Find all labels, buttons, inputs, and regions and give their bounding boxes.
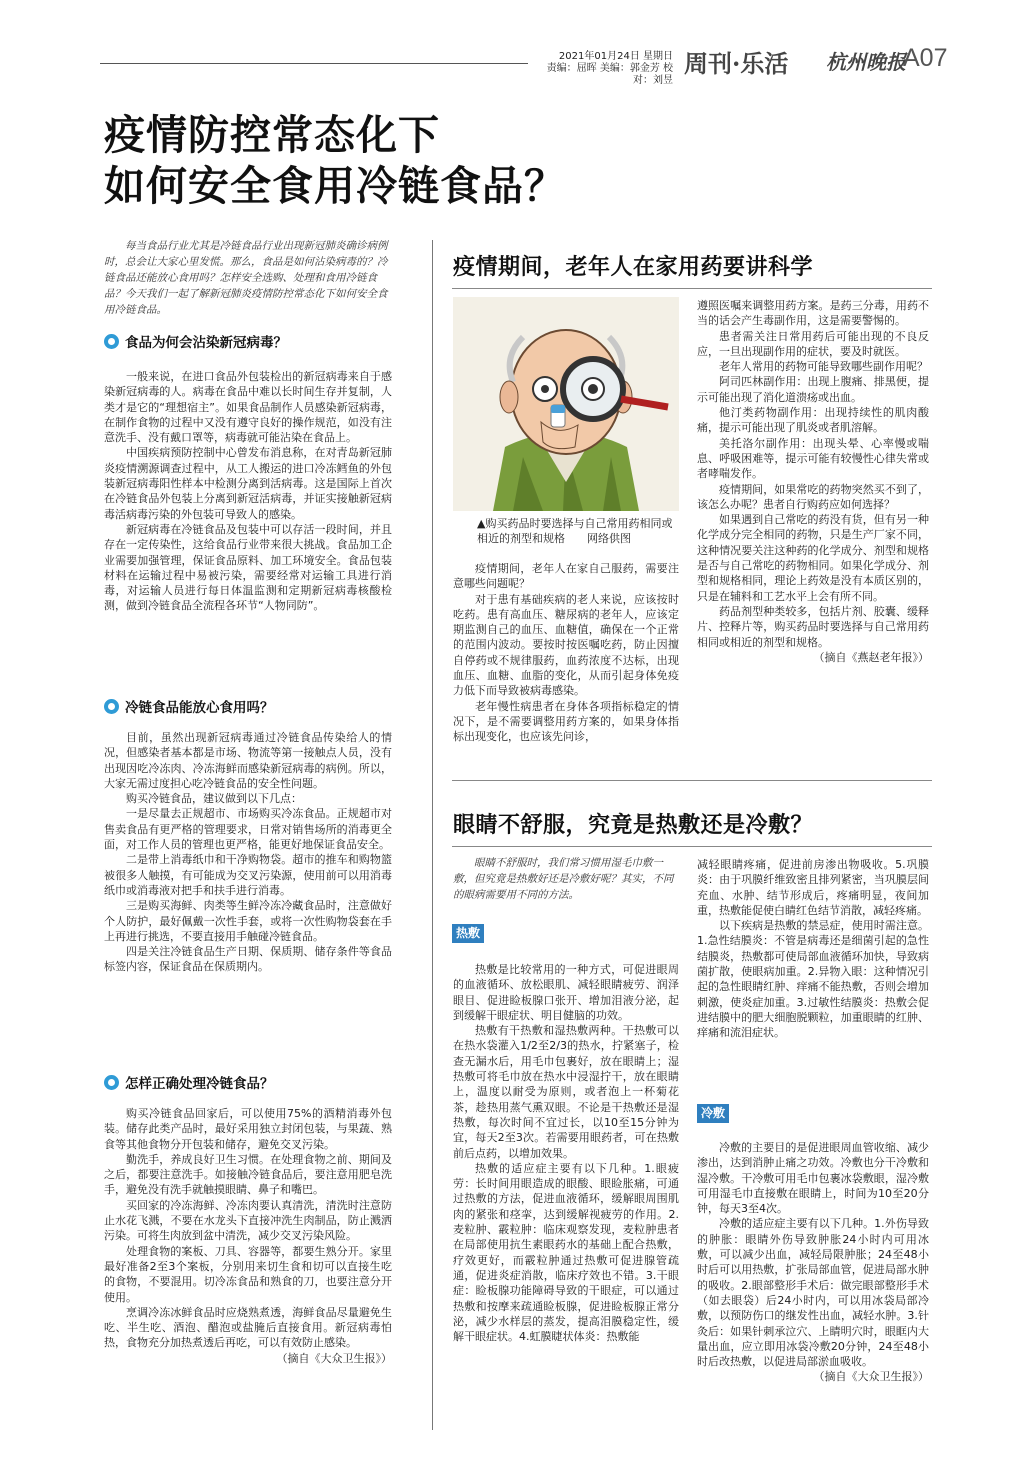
- article-2-col-2: [697, 298, 929, 665]
- section-1-heading-text: 食品为何会沾染新冠病毒？: [125, 335, 287, 351]
- section-1-heading: [104, 331, 392, 351]
- illustration-svg: [453, 297, 679, 511]
- article-2-col-1: [453, 561, 679, 745]
- paragraph: 四是关注冷链食品生产日期、保质期、储存条件等食品标签内容，保证食品在保质期内。: [104, 945, 392, 974]
- paragraph: 烹调冷冻冰鲜食品时应烧熟煮透，海鲜食品尽量避免生吃、半生吃、酒泡、醋泡或盐腌后直接食用。新冠病毒怕热，食物充分加热煮透后再吃，可以有效防止感染。: [104, 1305, 392, 1350]
- paragraph: 他汀类药物副作用：出现持续性的肌肉酸痛，提示可能出现了肌炎或者肌溶解。: [697, 406, 929, 435]
- illustration-caption: ▲购买药品时要选择与自己常用药相同或相近的剂型和规格 网络供图: [477, 517, 673, 545]
- paragraph: 新冠病毒在冷链食品及包装中可以存活一段时间，并且存在一定传染性，这给食品行业带来很大挑战。食品加工企业需要加强管理，保证食品原料、加工环境安全。食品包装材料在运输过程中易被污染，需要经常对运输工具进行消毒，对运输人员进行每日体温监测和定期新冠病毒核酸检测，做到冷链食品全流程各环节“人物同防”。: [104, 522, 392, 613]
- paragraph: 一是尽量去正规超市、市场购买冷冻食品。正规超市对售卖食品有更严格的管理要求，日常对销售场所的消毒更全面，对工作人员的管理也更严格，能更好地保证食品安全。: [104, 807, 392, 852]
- article-3-lead: [453, 855, 679, 903]
- paragraph: 疫情期间，老年人在家自己服药，需要注意哪些问题呢？: [453, 562, 679, 591]
- header-staff: 责编：屈晖 美编：郭金芳 校对：刘昱: [546, 63, 673, 86]
- article-2-title: 疫情期间，老年人在家用药要讲科学: [453, 254, 814, 280]
- circle-bullet-icon: [104, 699, 119, 714]
- paragraph: 目前，虽然出现新冠病毒通过冷链食品传染给人的情况，但感染者基本都是市场、物流等第一接触点人员，没有出现因吃冷冻肉、冷冻海鲜而感染新冠病毒的病例。所以，大家无需过度担心吃冷链食品的安全性问题。: [104, 731, 392, 790]
- source-note: （摘自《燕赵老年报》）: [813, 650, 929, 664]
- paragraph: 购买冷链食品回家后，可以使用75%的酒精消毒外包装。储存此类产品时，最好采用独立封闭包装，与果蔬、熟食等其他食物分开包装和储存，避免交叉污染。: [104, 1107, 392, 1151]
- column-divider: [432, 240, 433, 1430]
- section-2: [104, 696, 392, 975]
- circle-bullet-icon: [104, 334, 119, 349]
- article-3-rule: [452, 846, 932, 847]
- paragraph: 中国疾病预防控制中心曾发布消息称，在对青岛新冠肺炎疫情溯源调查过程中，从工人搬运的进口冷冻鳕鱼的外包装新冠病毒阳性样本中检测分离到活病毒。这是国际上首次在冷链食品外包装上分离到新冠活病毒，并证实接触新冠病毒活病毒污染的外包装可导致人的感染。: [104, 446, 392, 521]
- headline-line-1: 疫情防控常态化下: [104, 111, 440, 159]
- header-date: 2021年01月24日 星期日: [558, 51, 673, 62]
- source-note: （摘自《大众卫生报》）: [813, 1370, 929, 1384]
- section-1-body: [104, 369, 392, 614]
- section-2-heading-text: 冷链食品能放心食用吗？: [125, 700, 274, 716]
- article-3-col-1: [453, 962, 679, 1344]
- article-3-col-2-cold: [697, 1140, 929, 1385]
- headline-line-2: 如何安全食用冷链食品？: [104, 162, 566, 210]
- paragraph: 冷敷的主要目的是促进眼周血管收缩、减少渗出，达到消肿止痛之功效。冷敷也分干冷敷和湿冷敷。干冷敷可用毛巾包裹冰袋敷眼，湿冷敷可用湿毛巾直接敷在眼睛上，时间为10至20分钟，每天3至4次。: [697, 1141, 929, 1216]
- section-2-heading: [104, 696, 392, 716]
- paragraph: 热敷有干热敷和湿热敷两种。干热敷可以在热水袋灌入1/2至2/3的热水，拧紧塞子，检查无漏水后，用毛巾包裹好，放在眼睛上；湿热敷可将毛巾放在热水中浸湿拧干，放在眼睛上，温度以耐受为原则，或者泡上一杯菊花茶，趁热用蒸气熏双眼。不论是干热敷还是湿热敷，每次时间不宜过长，以10至15分钟为宜，每天2至3次。若需要用眼药者，可在热敷前后点药，以增加效果。: [453, 1024, 679, 1160]
- paragraph: 勤洗手，养成良好卫生习惯。在处理食物之前、期间及之后，都要注意洗手。如接触冷链食品后，要注意用肥皂洗手，避免没有洗手就触摸眼睛、鼻子和嘴巴。: [104, 1152, 392, 1197]
- paragraph: 以下疾病是热敷的禁忌症，使用时需注意。1.急性结膜炎：不管是病毒还是细菌引起的急性结膜炎，热敷都可使局部血液循环加快，导致病菌扩散，使眼病加重。2.异物入眼：这种情况引起的急性眼睛红肿、痒痛不能热敷，否则会增加刺激，使炎症加重。3.过敏性结膜炎：热敷会促进结膜中的肥大细胞脱颗粒，加重眼睛的红肿、痒痛和流泪症状。: [697, 919, 929, 1040]
- header-rule: [100, 63, 528, 64]
- paragraph: 老年慢性病患者在身体各项指标稳定的情况下，是不需要调整用药方案的，如果身体指标出现变化，也应该先问诊，: [453, 699, 679, 744]
- page-number: A07: [903, 44, 948, 72]
- paragraph: 热敷是比较常用的一种方式，可促进眼周的血液循环、放松眼肌、减轻眼睛疲劳、润泽眼目、促进睑板腺口张开、增加泪液分泌，起到缓解干眼症状、明目健脑的功效。: [453, 963, 679, 1022]
- paragraph: 一般来说，在进口食品外包装检出的新冠病毒来自于感染新冠病毒的人。病毒在食品中难以长时间生存并复制，人类才是它的“理想宿主”。如果食品制作人员感染新冠病毒，在制作食物的过程中又没有遵守良好的操作规范，如没有注意洗手、没有戴口罩等，病毒就可能沾染在食品上。: [104, 370, 392, 445]
- paragraph: 遵照医嘱来调整用药方案。是药三分毒，用药不当的话会产生毒副作用，这是需要警惕的。: [697, 299, 929, 328]
- article-2-rule: [452, 288, 932, 289]
- paragraph: 购买冷链食品，建议做到以下几点：: [126, 792, 302, 806]
- section-3-body: [104, 1106, 392, 1366]
- elderly-man-magnifier-illustration: [453, 297, 679, 511]
- lead-text: 每当食品行业尤其是冷链食品行业出现新冠肺炎确诊病例时，总会让大家心里发慌。那么，食品是如何沾染病毒的？冷链食品还能放心食用吗？怎样安全选购、处理和食用冷链食品？今天我们一起了解新冠肺炎疫情防控常态化下如何安全食用冷链食品。: [104, 240, 388, 316]
- source-note: （摘自《大众卫生报》）: [276, 1351, 392, 1365]
- section-1: [104, 331, 392, 614]
- paragraph: 热敷的适应症主要有以下几种。1.眼疲劳：长时间用眼造成的眼酸、眼睑胀痛，可通过热敷的方法，促进血液循环，缓解眼周围肌肉的紧张和痉挛，达到缓解视疲劳的作用。2.麦粒肿、霰粒肿：临床观察发现，麦粒肿患者在局部使用抗生素眼药水的基础上配合热敷，疗效更好，而霰粒肿通过热敷可促进腺管疏通，促进炎症消散，临床疗效也不错。3.干眼症：睑板腺功能障碍导致的干眼症，可以通过热敷和按摩来疏通睑板腺，促进睑板腺正常分泌，减少水样层的蒸发，提高泪膜稳定性，缓解干眼症状。4.虹膜睫状体炎：热敷能: [453, 1161, 679, 1344]
- paragraph: 减轻眼睛疼痛，促进前房渗出物吸收。5.巩膜炎：由于巩膜纤维致密且排列紧密，当巩膜层间充血、水肿、结节形成后，疼痛明显，夜间加重，热敷能促使白睛红色结节消散，减轻疼痛。: [697, 858, 929, 917]
- paragraph: 冷敷的适应症主要有以下几种。1.外伤导致的肿胀：眼睛外伤导致肿胀24小时内可用冰敷，可以减少出血，减轻局限肿胀；24至48小时后可以用热敷，扩张局部血管，促进局部水肿的吸收。2.眼部整形手术后：做完眼部整形手术（如去眼袋）后24小时内，可以用冰袋局部冷敷，以预防伤口的继发性出血，减轻水肿。3.针灸后：如果针刺承泣穴、上睛明穴时，眼眶内大量出血，应立即用冰袋冷敷20分钟，24至48小时后改热敷，以促进局部淤血吸收。: [697, 1217, 929, 1369]
- paragraph: 药品剂型种类较多，包括片剂、胶囊、缓释片、控释片等，购买药品时要选择与自己常用药相同或相近的剂型和规格。: [697, 604, 929, 649]
- lead-text: 眼睛不舒服时，我们常习惯用湿毛巾敷一敷，但究竟是热敷好还是冷敷好呢？其实，不同的眼病需要用不同的方法。: [453, 857, 674, 901]
- paragraph: 老年人常用的药物可能导致哪些副作用呢？: [719, 360, 928, 374]
- article-3-col-2: [697, 857, 929, 1041]
- main-lead: [104, 238, 392, 318]
- section-3-heading-text: 怎样正确处理冷链食品？: [125, 1076, 274, 1092]
- paragraph: 对于患有基础疾病的老人来说，应该按时吃药。患有高血压、糖尿病的老年人，应该定期监测自己的血压、血糖值，确保在一个正常的范围内波动。要按时按医嘱吃药，防止因擅自停药或不规律服药，血药浓度不达标，出现血压、血糖、血脂的变化，从而引起身体免疫力低下而导致被病毒感染。: [453, 592, 679, 698]
- section-2-body: [104, 730, 392, 975]
- cold-compress-tag: 冷敷: [697, 1104, 729, 1123]
- paragraph: 二是带上消毒纸巾和干净购物袋。超市的推车和购物篮被很多人触摸，有可能成为交叉污染源，使用前可以用消毒纸巾或消毒液对把手和扶手进行消毒。: [104, 853, 392, 897]
- hot-compress-tag: 热敷: [452, 924, 484, 943]
- article-3-title: 眼睛不舒服，究竟是热敷还是冷敷？: [453, 812, 814, 838]
- paragraph: 买回家的冷冻海鲜、冷冻肉要认真清洗，清洗时注意防止水花飞溅，不要在水龙头下直接冲洗生肉制品，防止溅洒污染。可将生肉放到盆中清洗，减少交叉污染风险。: [104, 1198, 392, 1243]
- paragraph: 美托洛尔副作用：出现头晕、心率慢或喘息、呼吸困难等，提示可能有较慢性心律失常或者哮喘发作。: [697, 436, 929, 481]
- section-name: 周刊·乐活: [684, 49, 789, 78]
- article-divider: [452, 780, 932, 781]
- section-3-heading: [104, 1072, 392, 1092]
- paragraph: 如果遇到自己常吃的药没有货，但有另一种化学成分完全相同的药物，只是生产厂家不同，这种情况要关注这种药的化学成分、剂型和规格是否与自己常吃的药物相同。如果化学成分、剂型和规格相同，理论上药效是没有本质区别的，只是在辅料和工艺水平上会有所不同。: [697, 513, 929, 603]
- paragraph: 患者需关注日常用药后可能出现的不良反应，一旦出现副作用的症状，要及时就医。: [697, 329, 929, 358]
- paragraph: 疫情期间，如果常吃的药物突然买不到了，该怎么办呢？患者自行购药应如何选择？: [697, 482, 929, 511]
- paragraph: 处理食物的案板、刀具、容器等，都要生熟分开。家里最好准备2至3个案板，分别用来切生食和切可以直接生吃的食物，不要混用。切冷冻食品和熟食的刀，也要注意分开使用。: [104, 1244, 392, 1304]
- section-3: [104, 1072, 392, 1366]
- paragraph: 三是购买海鲜、肉类等生鲜冷冻冷藏食品时，注意做好个人防护，最好佩戴一次性手套，或将一次性购物袋套在手上再进行挑选，不要直接用手触碰冷链食品。: [104, 899, 392, 943]
- paragraph: 阿司匹林副作用：出现上腹痛、排黑便，提示可能出现了消化道溃疡或出血。: [697, 375, 929, 404]
- circle-bullet-icon: [104, 1075, 119, 1090]
- newspaper-logo: 杭州晚报: [826, 50, 906, 74]
